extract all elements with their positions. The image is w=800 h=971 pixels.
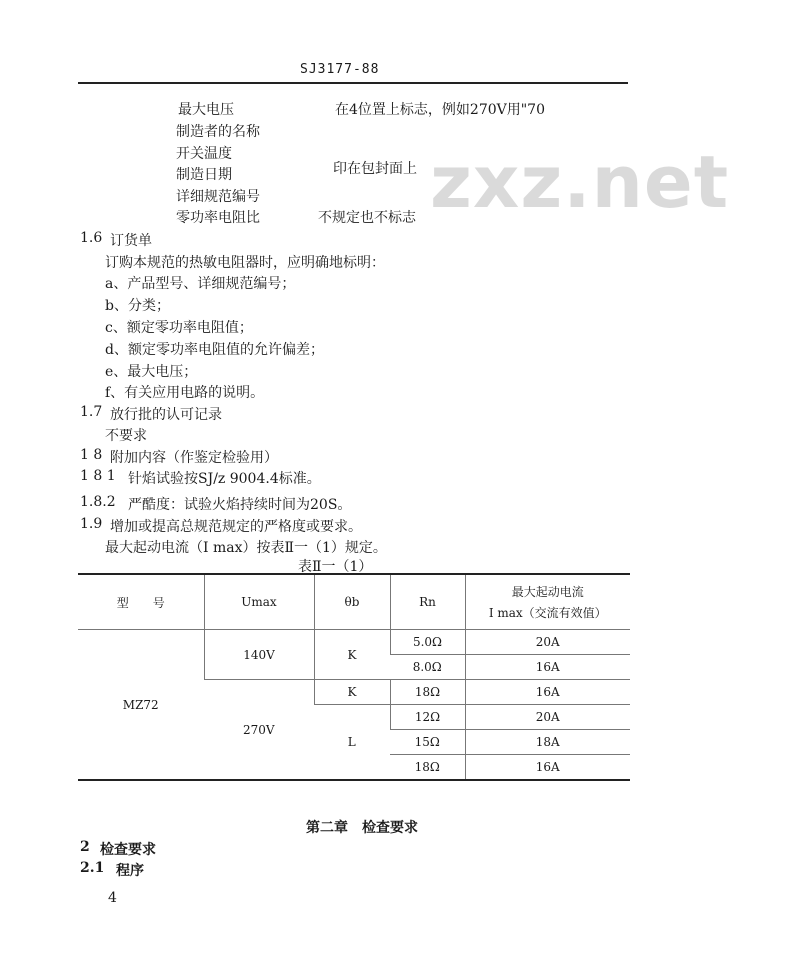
section-1-8-2-number: 1.8.2: [80, 494, 116, 510]
header-imax-line1: 最大起动电流: [511, 585, 584, 599]
list-item: a、产品型号、详细规范编号；: [105, 276, 296, 292]
table-header-row: [78, 574, 630, 630]
cell-imax: 20A: [465, 705, 630, 730]
marking-label-switch-temp: 开关温度: [176, 146, 232, 162]
cell-imax: 16A: [465, 680, 630, 705]
marking-label-mfg-date: 制造日期: [176, 167, 232, 183]
cell-rn: 18Ω: [390, 680, 465, 705]
chapter-2-title: 第二章 检查要求: [306, 820, 418, 836]
table-row: [78, 630, 630, 655]
header-umax: Umax: [204, 574, 314, 630]
marking-value-resistance-ratio: 不规定也不标志: [318, 210, 416, 226]
header-theta: θb: [314, 574, 390, 630]
section-1-9-number: 1.9: [80, 516, 103, 532]
section-1-7-body: 不要求: [105, 428, 147, 444]
marking-label-spec-number: 详细规范编号: [176, 189, 260, 205]
section-1-8-1-text: 针焰试验按SJ/z 9004.4标准。: [128, 471, 321, 487]
marking-label-manufacturer: 制造者的名称: [176, 124, 260, 140]
doc-code: SJ3177-88: [300, 62, 380, 77]
section-1-7-title: 放行批的认可记录: [110, 407, 222, 423]
cell-model: MZ72: [78, 630, 204, 781]
section-2-1-number: 2.1: [80, 860, 105, 876]
list-item: b、分类；: [105, 298, 170, 314]
cell-imax: 16A: [465, 755, 630, 781]
section-1-6-title: 订货单: [110, 233, 152, 249]
cell-rn: 5.0Ω: [390, 630, 465, 655]
cell-imax: 18A: [465, 730, 630, 755]
marking-label-max-voltage: 最大电压: [178, 102, 234, 118]
section-1-8-1-number: 1 8 1: [80, 468, 116, 484]
marking-value-mfg-date: 印在包封面上: [333, 161, 417, 177]
marking-value-max-voltage: 在4位置上标志，例如270V用"70: [335, 102, 545, 118]
cell-rn: 18Ω: [390, 755, 465, 781]
watermark: zxz.net: [430, 140, 730, 224]
cell-umax: 140V: [204, 630, 314, 680]
cell-theta: K: [314, 680, 390, 705]
section-1-9-title: 增加或提高总规范规定的严格度或要求。: [110, 519, 362, 535]
header-imax: [465, 574, 630, 630]
section-1-6-intro: 订购本规范的热敏电阻器时，应明确地标明：: [105, 255, 385, 271]
list-item: d、额定零功率电阻值的允许偏差；: [105, 342, 324, 358]
cell-rn: 15Ω: [390, 730, 465, 755]
cell-rn: 12Ω: [390, 705, 465, 730]
max-start-current-table: [78, 573, 630, 781]
list-item: e、最大电压；: [105, 364, 198, 380]
section-2-1-title: 程序: [116, 863, 144, 879]
cell-rn: 8.0Ω: [390, 655, 465, 680]
section-2-title: 检查要求: [100, 842, 156, 858]
table-caption: 表Ⅱ一（1）: [298, 559, 373, 575]
list-item: f、有关应用电路的说明。: [105, 385, 265, 401]
header-imax-line2: I max（交流有效值）: [488, 606, 607, 620]
header-rn: Rn: [390, 574, 465, 630]
section-2-number: 2: [80, 839, 90, 855]
marking-label-resistance-ratio: 零功率电阻比: [176, 210, 260, 226]
section-1-8-number: 1 8: [80, 447, 103, 463]
list-item: c、额定零功率电阻值；: [105, 320, 253, 336]
cell-umax: 270V: [204, 680, 314, 781]
cell-theta: K: [314, 630, 390, 680]
cell-theta: L: [314, 705, 390, 781]
section-1-8-title: 附加内容（作鉴定检验用）: [110, 450, 278, 466]
section-1-6-number: 1.6: [80, 230, 103, 246]
section-1-9-body: 最大起动电流（I max）按表Ⅱ一（1）规定。: [105, 540, 387, 556]
header-rule: [78, 82, 628, 84]
cell-imax: 20A: [465, 630, 630, 655]
section-1-7-number: 1.7: [80, 404, 103, 420]
page-number: 4: [108, 890, 117, 906]
header-model: 型 号: [78, 574, 204, 630]
section-1-8-2-text: 严酷度：试验火焰持续时间为20S。: [128, 497, 352, 513]
cell-imax: 16A: [465, 655, 630, 680]
